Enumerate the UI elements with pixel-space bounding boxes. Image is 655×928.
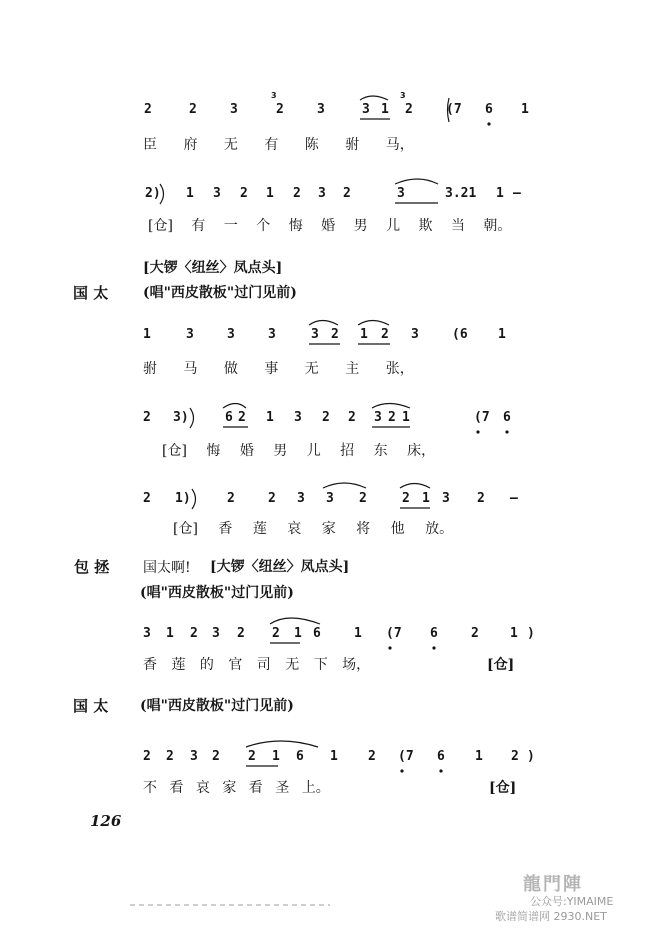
stage-direction: [大锣〈纽丝〉凤点头] — [210, 559, 350, 575]
stanza2-note: 3 — [213, 186, 221, 201]
stanza6-note: 3 — [212, 626, 220, 641]
stanza1-note: 2 — [276, 102, 284, 117]
octave-dot — [487, 122, 490, 125]
stanza1-note: 3 — [317, 102, 325, 117]
stanza2-note: 1 — [266, 186, 274, 201]
stanza4-note: 2 — [388, 410, 396, 425]
stanza7-note: 1 — [272, 749, 280, 764]
stanza6-note: 6 — [313, 626, 321, 641]
stanza4-note: 3 — [374, 410, 382, 425]
stanza6-note: 6 — [430, 626, 438, 641]
stanza1-note: 2 — [144, 102, 152, 117]
stanza3-note: 3 — [311, 327, 319, 342]
stanza3-note: 3 — [268, 327, 276, 342]
stanza5-lyrics: [仓] 香 莲 哀 家 将 他 放。 — [173, 521, 454, 537]
stanza6-note: (7 — [386, 626, 402, 641]
stanza5-note: 3 — [442, 491, 450, 506]
stanza4-note: 2 — [238, 410, 246, 425]
slur — [323, 483, 366, 488]
stanza6-note: 2 — [190, 626, 198, 641]
grace-note: 3 — [271, 91, 277, 100]
stanza2-note: 2 — [293, 186, 301, 201]
stanza2-note: 1 — [496, 186, 504, 201]
stanza3-note: 3 — [411, 327, 419, 342]
stanza5-note: 3 — [297, 491, 305, 506]
stanza6-lyrics: 香 莲 的 官 司 无 下 场， — [143, 657, 371, 673]
stanza5-note: 2 — [227, 491, 235, 506]
stanza2-note: 2 — [343, 186, 351, 201]
slur — [395, 179, 438, 184]
stanza3-note: (6 — [452, 327, 468, 342]
stanza7-note: 2 — [368, 749, 376, 764]
stage-direction: [大锣〈纽丝〉凤点头] — [143, 260, 283, 276]
page-number: 126 — [90, 812, 122, 830]
stanza2-note: 2) — [145, 186, 161, 201]
stanza7-note: 3 — [190, 749, 198, 764]
stanza7-tag: [仓] — [489, 780, 517, 796]
stanza4-note: 2 — [143, 410, 151, 425]
stanza7-note: 2 — [143, 749, 151, 764]
stanza4-note: 1 — [266, 410, 274, 425]
stanza5-note: 3 — [326, 491, 334, 506]
stanza7-note: 2 — [212, 749, 220, 764]
watermark-logo: 龍門陣 — [523, 874, 583, 895]
stanza3-note: 1 — [143, 327, 151, 342]
octave-dot — [400, 769, 403, 772]
role-name: 国 太 — [73, 697, 109, 715]
phrase-bracket — [448, 98, 450, 122]
stanza2-note: 3 — [397, 186, 405, 201]
octave-dot — [439, 769, 442, 772]
stanza5-note: – — [510, 491, 518, 506]
stanza4-note: 6 — [225, 410, 233, 425]
phrase-bracket — [190, 408, 194, 428]
role-instruction: (唱"西皮散板"过门见前) — [140, 698, 294, 714]
stanza7-note: 1 — [330, 749, 338, 764]
stanza7-note: 6 — [437, 749, 445, 764]
stanza3-note: 2 — [381, 327, 389, 342]
stanza6-note: 2 — [272, 626, 280, 641]
stanza6-note: 3 — [143, 626, 151, 641]
octave-dot — [432, 646, 435, 649]
slur — [223, 404, 246, 409]
stanza7-lyrics: 不 看 哀 家 看 圣 上。 — [143, 780, 330, 796]
stanza3-note: 3 — [227, 327, 235, 342]
stanza6-note: 1 — [510, 626, 518, 641]
octave-dot — [476, 430, 479, 433]
role-name: 包 拯 — [74, 558, 110, 576]
stanza2-note: 3.21 — [445, 186, 477, 201]
octave-dot — [505, 430, 508, 433]
stanza5-note: 1) — [175, 491, 191, 506]
stanza3-note: 3 — [186, 327, 194, 342]
phrase-bracket — [160, 184, 164, 204]
grace-note: 3 — [400, 91, 406, 100]
stanza7-note: 6 — [296, 749, 304, 764]
stanza1-note: 1 — [521, 102, 529, 117]
stanza4-note: 2 — [322, 410, 330, 425]
stanza4-note: 2 — [348, 410, 356, 425]
stanza6-note: 1 — [294, 626, 302, 641]
stanza5-note: 2 — [359, 491, 367, 506]
watermark-line2: 歌谱简谱网 2930.NET — [495, 910, 607, 923]
stanza6-note: 1 — [166, 626, 174, 641]
watermark-line1: 公众号:YIMAIME — [530, 895, 614, 908]
stanza2-note: – — [513, 186, 521, 201]
stanza4-note: 6 — [503, 410, 511, 425]
stanza4-note: 3) — [173, 410, 189, 425]
role-instruction: (唱"西皮散板"过门见前) — [143, 285, 297, 301]
stanza1-note: 2 — [405, 102, 413, 117]
stanza1-note: 3 — [230, 102, 238, 117]
stanza6-note: 2 — [471, 626, 479, 641]
stanza2-note: 1 — [186, 186, 194, 201]
slur — [358, 321, 389, 326]
stanza7-note: 2 — [248, 749, 256, 764]
stanza3-note: 2 — [331, 327, 339, 342]
stanza7-note: 2 — [166, 749, 174, 764]
stanza6-tag: [仓] — [487, 657, 515, 673]
stanza2-lyrics: [仓] 有 一 个 悔 婚 男 儿 欺 当 朝。 — [148, 218, 512, 234]
role-speech: 国太啊! — [143, 560, 191, 576]
stanza4-note: (7 — [474, 410, 490, 425]
slur — [360, 96, 388, 100]
stanza3-lyrics: 驸 马 做 事 无 主 张， — [143, 361, 414, 377]
stanza6-note: 1 — [354, 626, 362, 641]
stanza3-note: 1 — [498, 327, 506, 342]
stanza5-note: 2 — [268, 491, 276, 506]
stanza1-note: 2 — [189, 102, 197, 117]
slur — [309, 321, 338, 326]
stanza1-note: 1 — [381, 102, 389, 117]
stanza6-note: 2 — [237, 626, 245, 641]
stanza3-note: 1 — [360, 327, 368, 342]
stanza5-note: 2 — [402, 491, 410, 506]
stanza2-note: 2 — [240, 186, 248, 201]
stanza4-lyrics: [仓] 悔 婚 男 儿 招 东 床， — [162, 443, 436, 459]
stanza4-note: 1 — [402, 410, 410, 425]
role-name: 国 太 — [73, 284, 109, 302]
stanza5-note: 2 — [477, 491, 485, 506]
stanza7-note: ) — [527, 749, 535, 764]
stanza5-note: 2 — [143, 491, 151, 506]
role-instruction: (唱"西皮散板"过门见前) — [140, 585, 294, 601]
phrase-bracket — [192, 489, 196, 509]
slur — [246, 741, 318, 747]
stanza2-note: 3 — [318, 186, 326, 201]
stanza1-note: 6 — [485, 102, 493, 117]
stanza1-lyrics: 臣 府 无 有 陈 驸 马， — [143, 137, 414, 153]
stanza6-note: ) — [527, 626, 535, 641]
stanza5-note: 1 — [422, 491, 430, 506]
slur — [372, 404, 410, 409]
slur — [270, 618, 320, 624]
stanza4-note: 3 — [294, 410, 302, 425]
stanza1-note: 3 — [362, 102, 370, 117]
stanza7-note: 2 — [511, 749, 519, 764]
octave-dot — [388, 646, 391, 649]
slur — [400, 484, 430, 489]
stanza7-note: 1 — [475, 749, 483, 764]
stanza7-note: (7 — [398, 749, 414, 764]
stanza1-note: (7 — [446, 102, 462, 117]
